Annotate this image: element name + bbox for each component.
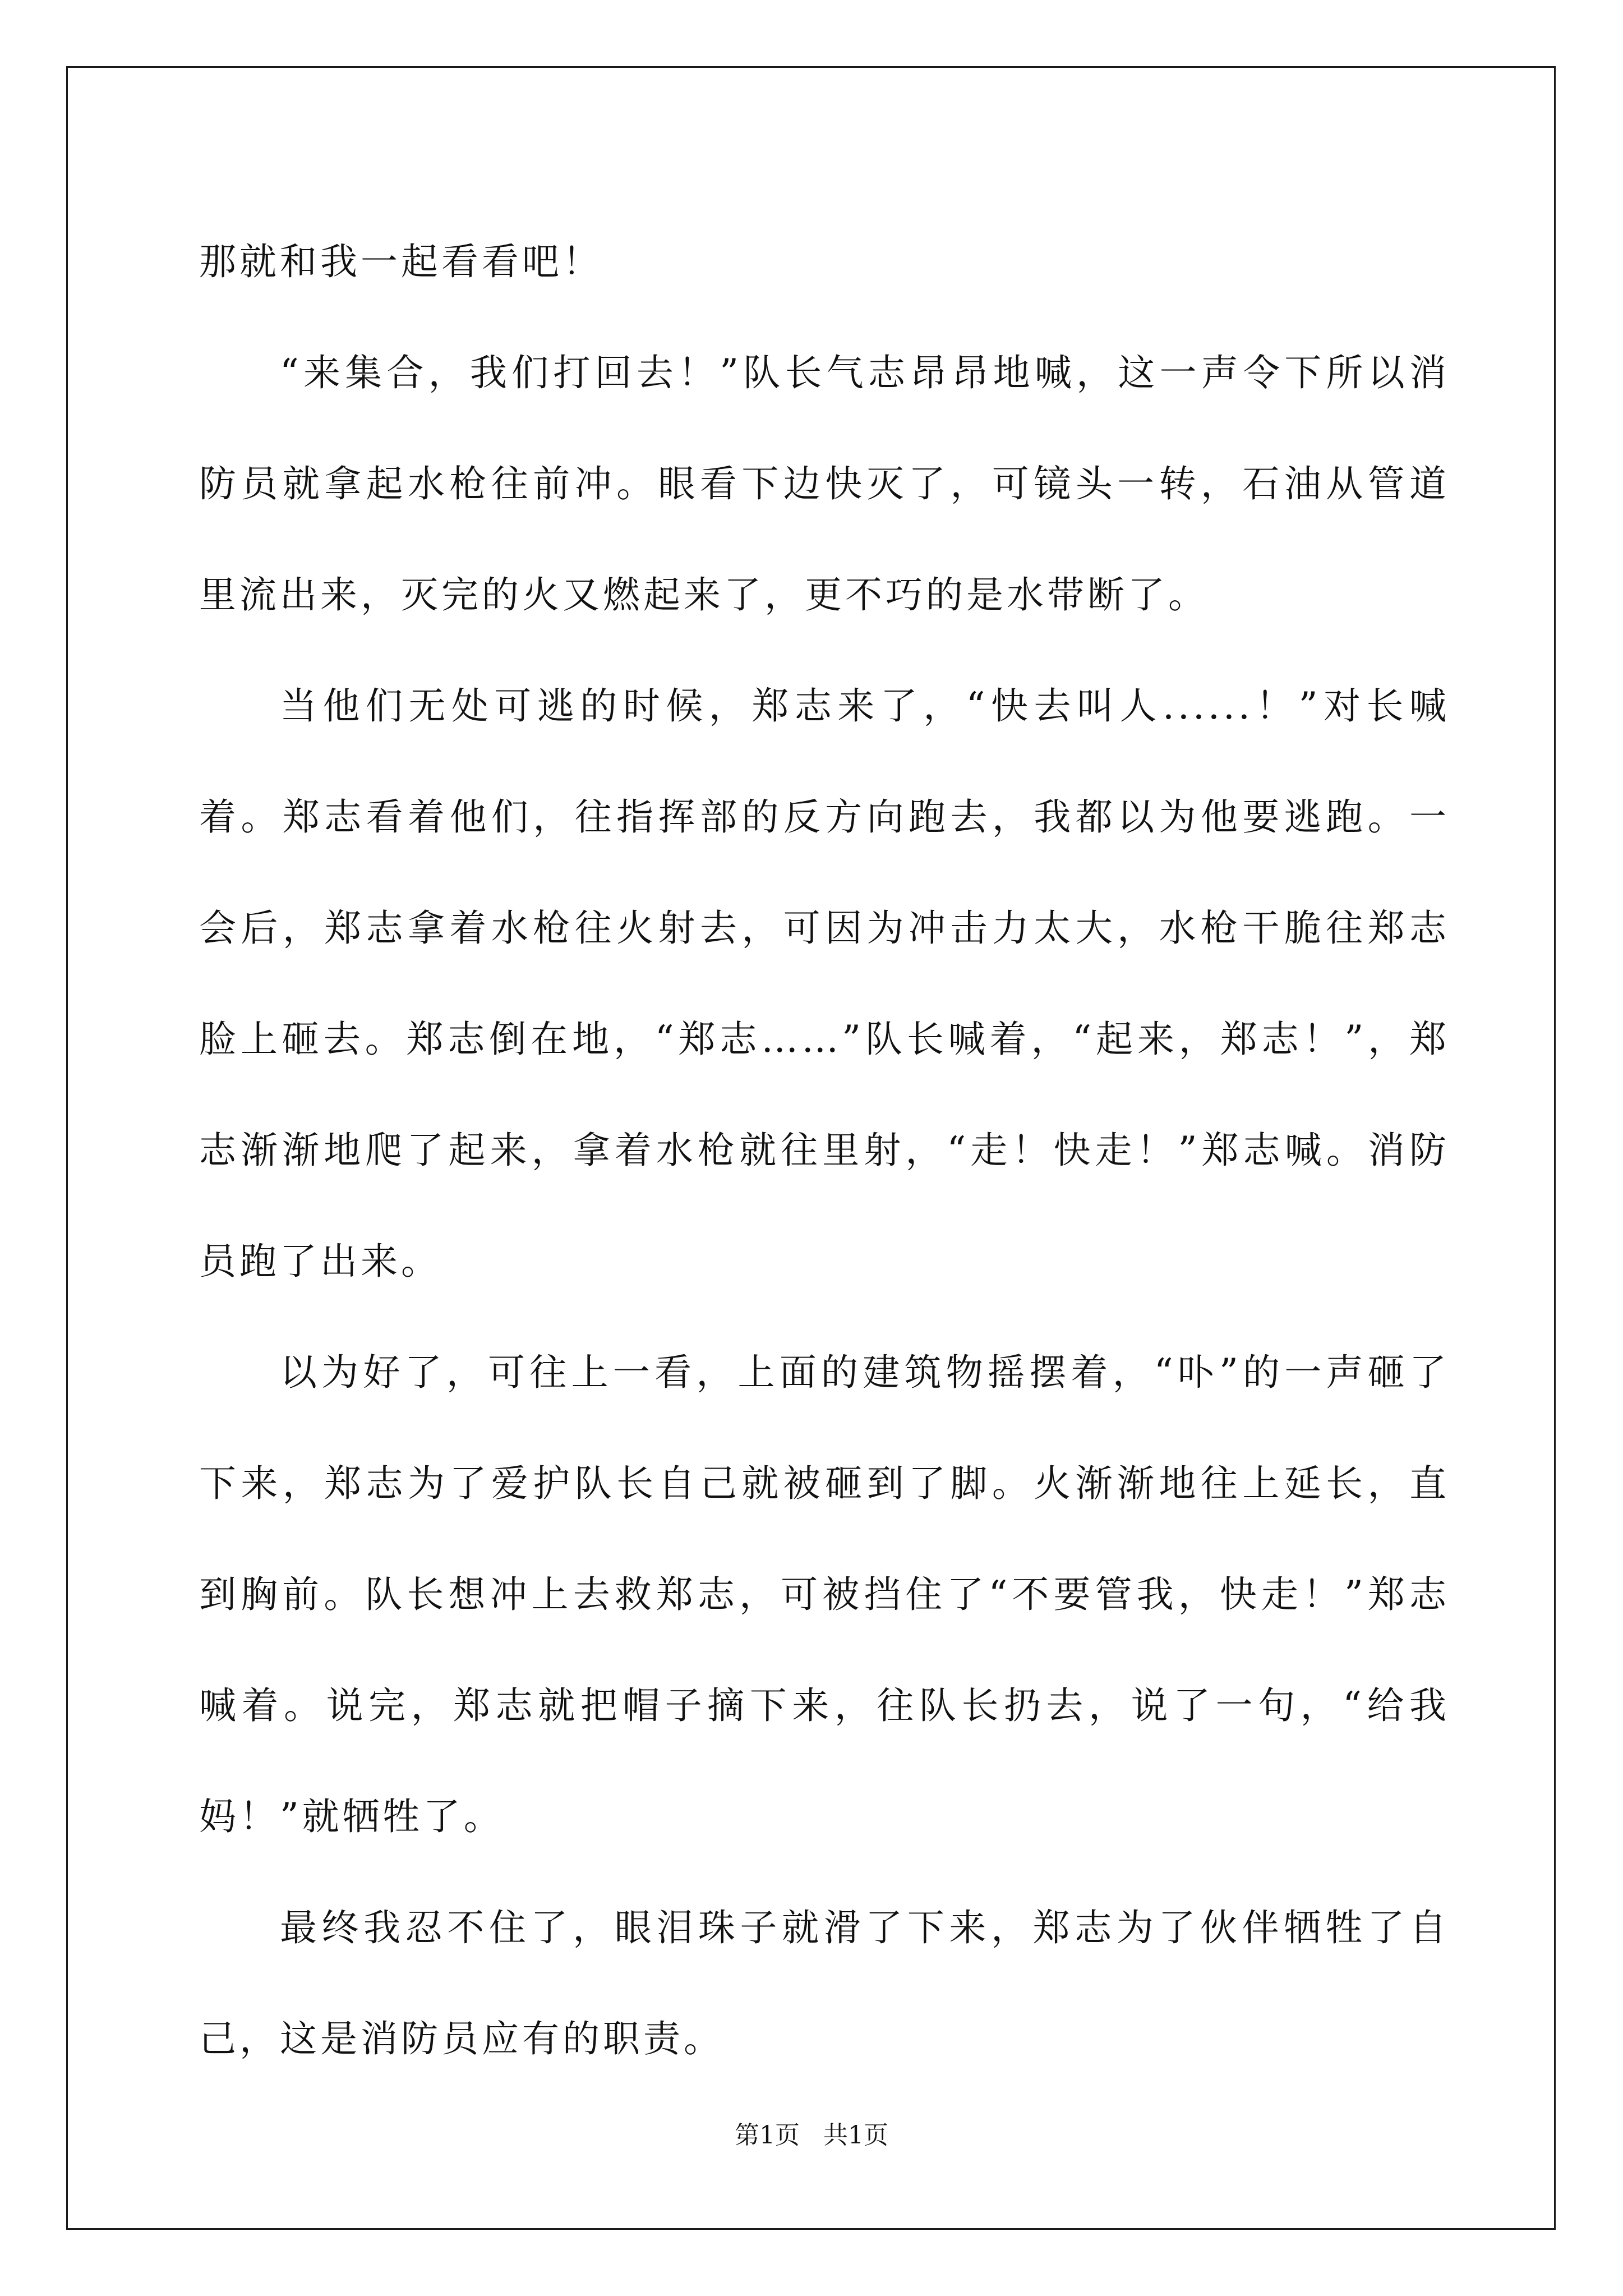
page-footer: 第1页 共1页 <box>735 2121 888 2150</box>
paragraph-5: 最终我忍不住了，眼泪珠子就滑了下来，郑志为了伙伴牺牲了自己，这是消防员应有的职责。 <box>199 1906 1450 2060</box>
paragraph-1: 那就和我一起看看吧！ <box>199 240 603 283</box>
paragraph-4: 以为好了，可往上一看，上面的建筑物摇摆着，“卟”的一声砸了下来，郑志为了爱护队长自己就被砸到了脚。火渐渐地往上延长，直到胸前。队长想冲上去救郑志，可被挡住了“不要管我，快走！”郑志喊着。说完，郑志就把帽子摘下来，往队长扔去，说了一句，“给我妈！”就牺牲了。 <box>199 1351 1450 1838</box>
paragraph-3: 当他们无处可逃的时候，郑志来了，“快去叫人......！”对长喊着。郑志看着他们，往指挥部的反方向跑去，我都以为他要逃跑。一会后，郑志拿着水枪往火射去，可因为冲击力太大，水枪干脆往郑志脸上砸去。郑志倒在地，“郑志……”队长喊着，“起来，郑志！”，郑志渐渐地爬了起来，拿着水枪就往里射，“走！快走！”郑志喊。消防员跑了出来。 <box>199 684 1450 1283</box>
paragraph-2: “来集合，我们打回去！”队长气志昂昂地喊，这一声令下所以消防员就拿起水枪往前冲。眼看下边快灭了，可镜头一转，石油从管道里流出来，灭完的火又燃起来了，更不巧的是水带断了。 <box>199 351 1450 616</box>
document-body <box>199 206 1450 2095</box>
